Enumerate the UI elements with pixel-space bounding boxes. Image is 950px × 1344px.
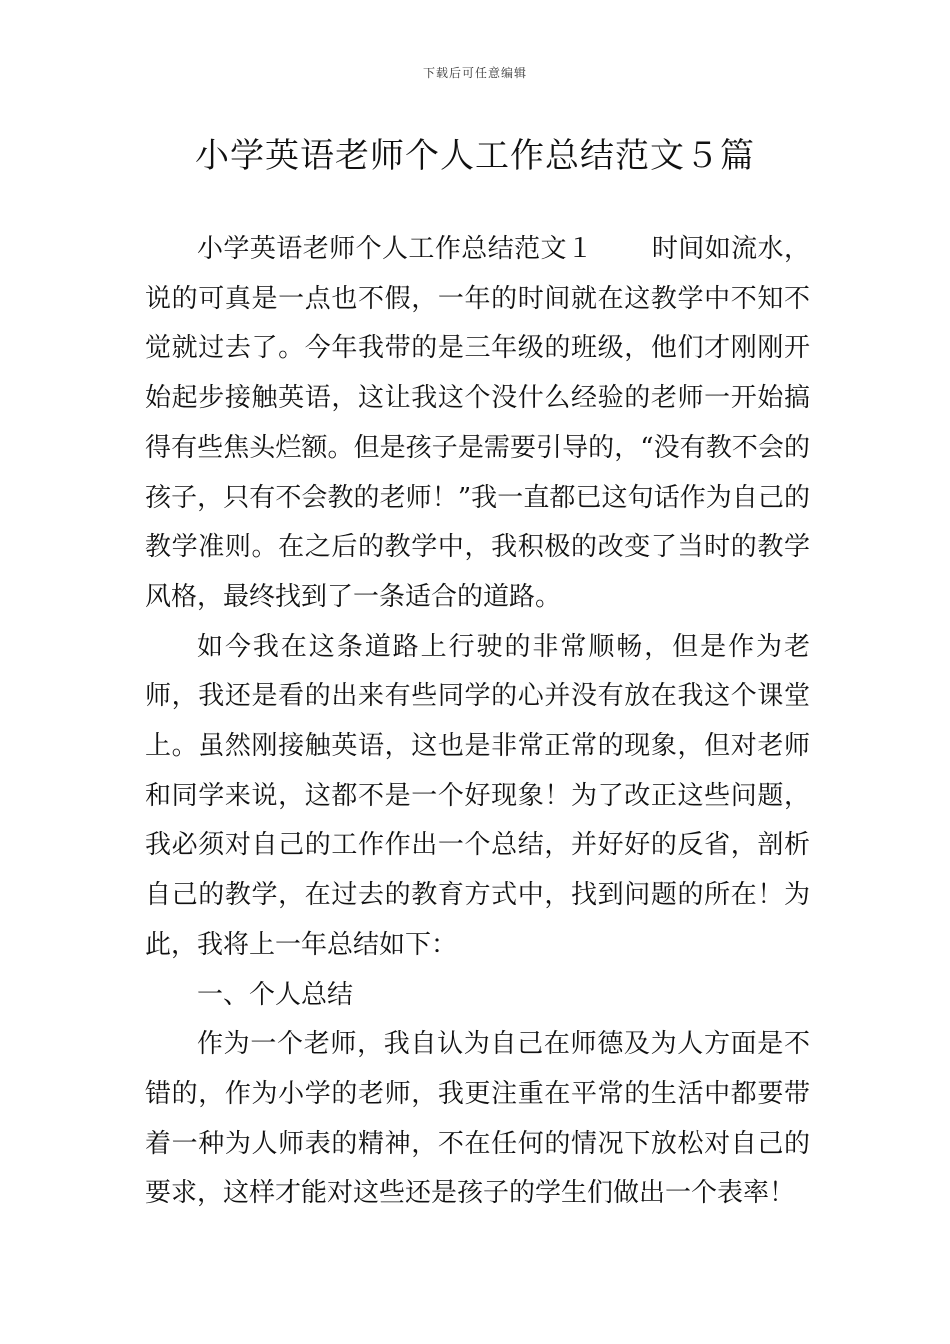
document-title: 小学英语老师个人工作总结范文５篇 xyxy=(195,136,755,176)
header-note: 下载后可任意编辑 xyxy=(422,66,527,80)
paragraph-1 xyxy=(145,225,810,623)
paragraph-3: 作为一个老师，我自认为自己在师德及为人方面是不错的，作为小学的老师，我更注重在平常的生活中都要带着一种为人师表的精神，不在任何的情况下放松对自己的要求，这样才能对这些还是孩子的学生们做出一个表率！ xyxy=(145,1029,810,1209)
document-body xyxy=(145,225,810,1219)
paragraph-1-text: 时间如流水，说的可真是一点也不假，一年的时间就在这教学中不知不觉就过去了。今年我带的是三年级的班级，他们才刚刚开始起步接触英语，这让我这个没什么经验的老师一开始搞得有些焦头烂额。但是孩子是需要引导的，“没有教不会的孩子，只有不会教的老师！”我一直都已这句话作为自己的教学准则。在之后的教学中，我积极的改变了当时的教学风格，最终找到了一条适合的道路。 xyxy=(145,234,810,612)
paragraph-1-lead: 小学英语老师个人工作总结范文１ xyxy=(197,234,594,264)
paragraph-2: 如今我在这条道路上行驶的非常顺畅，但是作为老师，我还是看的出来有些同学的心并没有放在我这个课堂上。虽然刚接触英语，这也是非常正常的现象，但对老师和同学来说，这都不是一个好现象！为了改正这些问题，我必须对自己的工作作出一个总结，并好好的反省，剖析自己的教学，在过去的教育方式中，找到问题的所在！为此，我将上一年总结如下： xyxy=(145,631,810,960)
section-heading-personal-summary: 一、个人总结 xyxy=(197,979,354,1010)
